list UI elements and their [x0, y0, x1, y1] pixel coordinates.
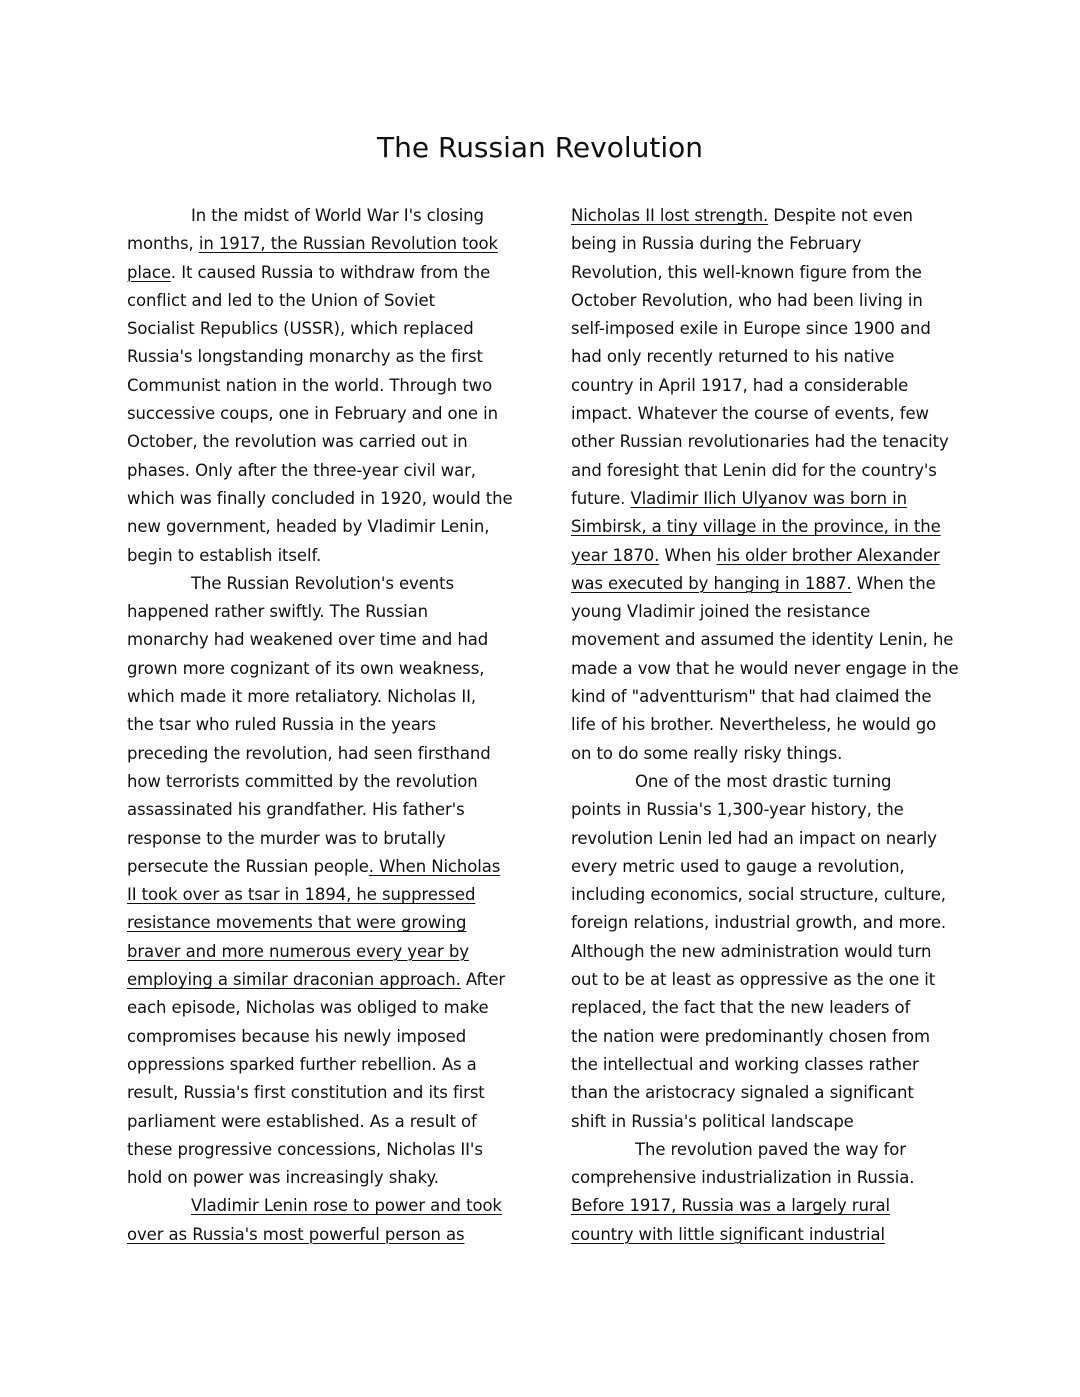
text-segment: hold on power was increasingly shaky. [127, 1168, 439, 1188]
text-segment: made a vow that he would never engage in the [571, 658, 959, 678]
text-segment: Revolution, this well-known figure from the [571, 262, 922, 282]
text-segment: impact. Whatever the course of events, few [571, 404, 929, 424]
text-line [571, 598, 961, 626]
text-segment: conflict and led to the Union of Soviet [127, 290, 435, 310]
text-segment: . It caused Russia to withdraw from the [170, 262, 491, 282]
text-line [127, 428, 522, 456]
text-segment: Communist nation in the world. Through two [127, 375, 493, 395]
text-segment: parliament were established. As a result of [127, 1111, 477, 1131]
text-segment: out to be at least as oppressive as the one it [571, 970, 936, 990]
text-line [571, 1164, 961, 1192]
text-segment: October Revolution, who had been living in [571, 290, 923, 310]
text-line [127, 909, 522, 937]
underlined-text: country with little significant industrial [571, 1224, 886, 1244]
text-segment: preceding the revolution, had seen firsthand [127, 743, 491, 763]
text-segment: The revolution paved the way for [635, 1139, 906, 1159]
text-line [571, 343, 961, 371]
text-segment: oppressions sparked further rebellion. As a [127, 1054, 477, 1074]
text-line [127, 1221, 522, 1249]
text-segment: result, Russia's first constitution and its first [127, 1083, 485, 1103]
text-segment: months, [127, 234, 199, 254]
text-line [571, 740, 961, 768]
underlined-text: in 1917, the Russian Revolution took [198, 234, 498, 254]
text-line [127, 994, 522, 1022]
text-line [571, 287, 961, 315]
text-line [571, 570, 961, 598]
text-line [127, 202, 522, 230]
text-segment: persecute the Russian people [127, 856, 369, 876]
text-segment: which was finally concluded in 1920, would the [127, 488, 513, 508]
text-segment: than the aristocracy signaled a significant [571, 1083, 914, 1103]
text-segment: Despite not even [768, 206, 913, 225]
underlined-text: Simbirsk, a tiny village in the province, in the [571, 517, 941, 537]
text-segment: foreign relations, industrial growth, and more. [571, 913, 947, 933]
text-segment: monarchy had weakened over time and had [127, 630, 489, 650]
text-line [127, 881, 522, 909]
text-segment: being in Russia during the February [571, 234, 862, 254]
text-line [571, 259, 961, 287]
underlined-text: Vladimir Ilich Ulyanov was born in [630, 488, 907, 508]
text-segment: movement and assumed the identity Lenin, he [571, 630, 954, 650]
underlined-text: Before 1917, Russia was a largely rural [571, 1196, 891, 1216]
text-line [127, 372, 522, 400]
text-segment: these progressive concessions, Nicholas II's [127, 1139, 483, 1159]
underlined-text: braver and more numerous every year by [127, 941, 469, 961]
text-line [127, 1136, 522, 1164]
text-line [127, 1108, 522, 1136]
text-segment: happened rather swiftly. The Russian [127, 602, 429, 622]
text-line [127, 1164, 522, 1192]
text-segment: the nation were predominantly chosen from [571, 1026, 930, 1046]
text-segment: the intellectual and working classes rather [571, 1054, 919, 1074]
text-line [571, 428, 961, 456]
right-column [571, 202, 961, 1249]
text-segment: on to do some really risky things. [571, 743, 843, 763]
text-line [571, 1051, 961, 1079]
text-line [571, 1079, 961, 1107]
text-segment: assassinated his grandfather. His father's [127, 800, 465, 820]
underlined-text: his older brother Alexander [716, 545, 940, 565]
text-segment: grown more cognizant of its own weakness, [127, 658, 485, 678]
left-column [127, 202, 522, 1249]
underlined-text: . When Nicholas [368, 856, 501, 876]
text-line [571, 513, 961, 541]
text-line [127, 966, 522, 994]
text-line [571, 372, 961, 400]
text-segment: In the midst of World War I's closing [191, 206, 484, 225]
text-line [127, 485, 522, 513]
underlined-text: II took over as tsar in 1894, he suppressed [127, 885, 476, 905]
text-line [571, 1221, 961, 1249]
text-segment: revolution Lenin led had an impact on nearly [571, 828, 937, 848]
text-segment: points in Russia's 1,300-year history, the [571, 800, 904, 820]
underlined-text: year 1870. [571, 545, 660, 565]
text-segment: the tsar who ruled Russia in the years [127, 715, 437, 735]
text-segment: October, the revolution was carried out in [127, 432, 468, 452]
text-line [571, 966, 961, 994]
text-segment: begin to establish itself. [127, 545, 322, 565]
text-line [127, 796, 522, 824]
text-line [571, 796, 961, 824]
text-line [127, 1192, 522, 1220]
text-segment: country in April 1917, had a considerable [571, 375, 909, 395]
text-line [127, 259, 522, 287]
text-line [127, 287, 522, 315]
text-line [571, 683, 961, 711]
text-line [127, 626, 522, 654]
text-line [571, 825, 961, 853]
text-line [571, 938, 961, 966]
text-line [127, 1023, 522, 1051]
text-segment: successive coups, one in February and one in [127, 404, 498, 424]
text-line [127, 457, 522, 485]
text-line [127, 740, 522, 768]
text-segment: replaced, the fact that the new leaders of [571, 998, 911, 1018]
text-segment: life of his brother. Nevertheless, he would go [571, 715, 937, 735]
text-line [571, 853, 961, 881]
text-line [127, 230, 522, 258]
text-segment: The Russian Revolution's events [191, 573, 454, 593]
text-segment: which made it more retaliatory. Nicholas II, [127, 687, 476, 707]
text-line [571, 485, 961, 513]
text-line [571, 202, 961, 230]
text-line [127, 1079, 522, 1107]
text-segment: self-imposed exile in Europe since 1900 and [571, 319, 931, 339]
text-segment: young Vladimir joined the resistance [571, 602, 871, 622]
text-line [571, 400, 961, 428]
text-segment: including economics, social structure, culture, [571, 885, 946, 905]
text-line [127, 683, 522, 711]
page-title: The Russian Revolution [377, 131, 703, 164]
underlined-text: employing a similar draconian approach. [127, 970, 461, 990]
text-line [571, 626, 961, 654]
text-line [127, 598, 522, 626]
text-line [127, 513, 522, 541]
text-segment: had only recently returned to his native [571, 347, 895, 367]
text-line [127, 853, 522, 881]
text-line [127, 825, 522, 853]
text-segment: phases. Only after the three-year civil war, [127, 460, 476, 480]
text-line [571, 1192, 961, 1220]
text-line [127, 343, 522, 371]
text-segment: how terrorists committed by the revolution [127, 771, 478, 791]
text-line [571, 1108, 961, 1136]
text-line [127, 655, 522, 683]
underlined-text: resistance movements that were growing [127, 913, 467, 933]
text-segment: other Russian revolutionaries had the tenacity [571, 432, 949, 452]
text-segment: every metric used to gauge a revolution, [571, 856, 905, 876]
text-line [127, 711, 522, 739]
text-segment: When [659, 545, 717, 565]
text-segment: future. [571, 488, 631, 508]
underlined-text: Vladimir Lenin rose to power and took [191, 1196, 502, 1216]
text-line [571, 315, 961, 343]
text-segment: Socialist Republics (USSR), which replaced [127, 319, 474, 339]
text-line [127, 315, 522, 343]
text-line [127, 1051, 522, 1079]
text-segment: Russia's longstanding monarchy as the first [127, 347, 483, 367]
underlined-text: over as Russia's most powerful person as [127, 1224, 465, 1244]
text-segment: comprehensive industrialization in Russia. [571, 1168, 915, 1188]
text-line [571, 909, 961, 937]
text-segment: Although the new administration would turn [571, 941, 932, 961]
text-segment: One of the most drastic turning [635, 771, 892, 791]
text-line [571, 768, 961, 796]
text-segment: After [460, 970, 506, 990]
text-line [127, 768, 522, 796]
text-line [127, 938, 522, 966]
text-line [571, 1023, 961, 1051]
text-line [127, 570, 522, 598]
text-line [127, 400, 522, 428]
text-line [571, 1136, 961, 1164]
text-line [571, 711, 961, 739]
underlined-text: was executed by hanging in 1887. [571, 573, 852, 593]
text-segment: response to the murder was to brutally [127, 828, 446, 848]
text-segment: each episode, Nicholas was obliged to make [127, 998, 489, 1018]
text-line [571, 655, 961, 683]
underlined-text: place [127, 262, 171, 282]
text-line [127, 542, 522, 570]
text-line [571, 457, 961, 485]
text-segment: new government, headed by Vladimir Lenin, [127, 517, 490, 537]
text-line [571, 881, 961, 909]
text-segment: When the [851, 573, 936, 593]
text-segment: kind of "adventturism" that had claimed the [571, 687, 932, 707]
text-segment: and foresight that Lenin did for the country's [571, 460, 937, 480]
text-segment: compromises because his newly imposed [127, 1026, 467, 1046]
underlined-text: Nicholas II lost strength. [571, 206, 769, 225]
text-line [571, 994, 961, 1022]
text-line [571, 542, 961, 570]
text-segment: shift in Russia's political landscape [571, 1111, 854, 1131]
text-line [571, 230, 961, 258]
